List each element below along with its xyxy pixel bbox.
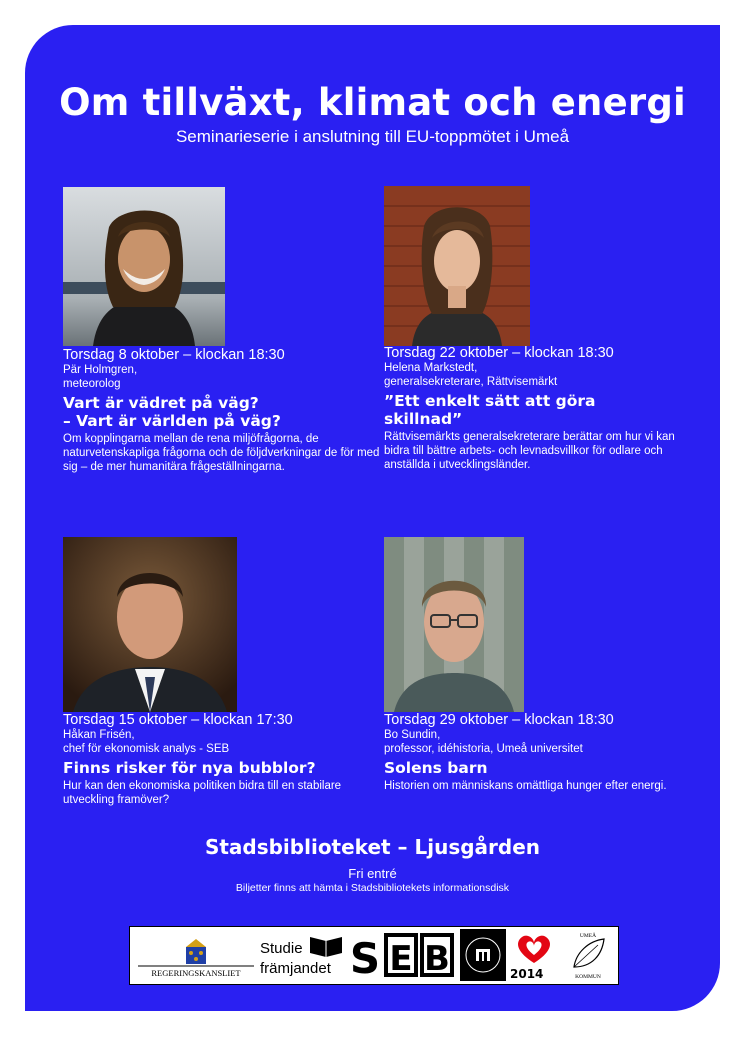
speaker-photo-holmgren — [63, 187, 225, 346]
event-card-markstedt — [384, 346, 684, 472]
event-card-holmgren — [63, 348, 383, 474]
ticket-info: Biljetter finns att hämta i Stadsbibliotekets informationsdisk — [235, 882, 510, 894]
talk-title-line2: skillnad” — [384, 410, 463, 428]
umea-universitet-logo — [460, 929, 506, 981]
speaker-photo-sundin — [384, 537, 524, 712]
talk-description: Rättvisemärkts generalsekreterare berättar om hur vi kan bidra till bättre arbets- och levnadsvillkor för odlare och anställda i utvecklingsländer. — [384, 431, 675, 471]
venue-name: Stadsbiblioteket – Ljusgården — [204, 835, 541, 859]
event-date: Torsdag 22 oktober – klockan 18:30 — [384, 345, 614, 361]
event-card-frisen — [63, 713, 383, 807]
talk-description: Om kopplingarna mellan de rena miljöfrågorna, de naturvetenskapliga frågorna och de följdverkningar de för med sig – de mer humanitära frågeställningarna. — [63, 433, 380, 473]
umea-2014-logo — [508, 929, 560, 981]
svg-text:E: E — [389, 939, 413, 979]
talk-title-line1: Solens barn — [384, 759, 488, 777]
speaker-photo-markstedt — [384, 186, 530, 346]
speaker-role: generalsekreterare, Rättvisemärkt — [384, 376, 558, 388]
sponsor-logo-strip — [129, 926, 619, 985]
svg-text:S: S — [349, 934, 381, 981]
talk-description: Hur kan den ekonomiska politiken bidra till en stabilare utveckling framöver? — [63, 780, 342, 806]
svg-text:B: B — [424, 939, 450, 979]
poster-background — [25, 25, 720, 1011]
speaker-role: professor, idéhistoria, Umeå universitet — [384, 743, 583, 755]
talk-title-line2: – Vart är världen på väg? — [63, 412, 281, 430]
talk-title-line1: Finns risker för nya bubblor? — [63, 759, 316, 777]
talk-description: Historien om människans omättliga hunger efter energi. — [384, 780, 667, 792]
talk-title-line1: Vart är vädret på väg? — [63, 394, 259, 412]
event-card-sundin — [384, 713, 694, 793]
poster-title: Om tillväxt, klimat och energi — [59, 81, 686, 124]
event-date: Torsdag 15 oktober – klockan 17:30 — [63, 712, 293, 728]
event-date: Torsdag 8 oktober – klockan 18:30 — [63, 347, 285, 363]
svg-text:2014: 2014 — [510, 967, 544, 981]
entry-info: Fri entré — [348, 866, 397, 881]
seb-logo — [346, 929, 458, 981]
event-date: Torsdag 29 oktober – klockan 18:30 — [384, 712, 614, 728]
regeringskansliet-text: REGERINGSKANSLIET — [151, 968, 241, 978]
speaker-name: Bo Sundin, — [384, 729, 441, 741]
talk-title-line1: ”Ett enkelt sätt att göra — [384, 392, 596, 410]
svg-text:Studie: Studie — [260, 940, 303, 957]
poster-subtitle: Seminarieserie i anslutning till EU-toppmötet i Umeå — [175, 127, 570, 146]
talk-title — [384, 392, 684, 428]
talk-title — [63, 759, 383, 777]
regeringskansliet-logo — [134, 929, 258, 981]
speaker-name: Helena Markstedt, — [384, 362, 478, 374]
speaker-role: meteorolog — [63, 378, 121, 390]
svg-text:UMEÅ: UMEÅ — [579, 933, 597, 939]
studiefrämjandet-logo — [258, 929, 344, 981]
talk-title — [63, 394, 383, 430]
speaker-name: Håkan Frisén, — [63, 729, 135, 741]
svg-text:KOMMUN: KOMMUN — [575, 974, 601, 980]
svg-text:främjandet: främjandet — [260, 960, 331, 977]
speaker-role: chef för ekonomisk analys - SEB — [63, 743, 230, 755]
speaker-name: Pär Holmgren, — [63, 364, 138, 376]
speaker-photo-frisen — [63, 537, 237, 712]
umea-kommun-logo — [562, 929, 614, 981]
talk-title — [384, 759, 694, 777]
